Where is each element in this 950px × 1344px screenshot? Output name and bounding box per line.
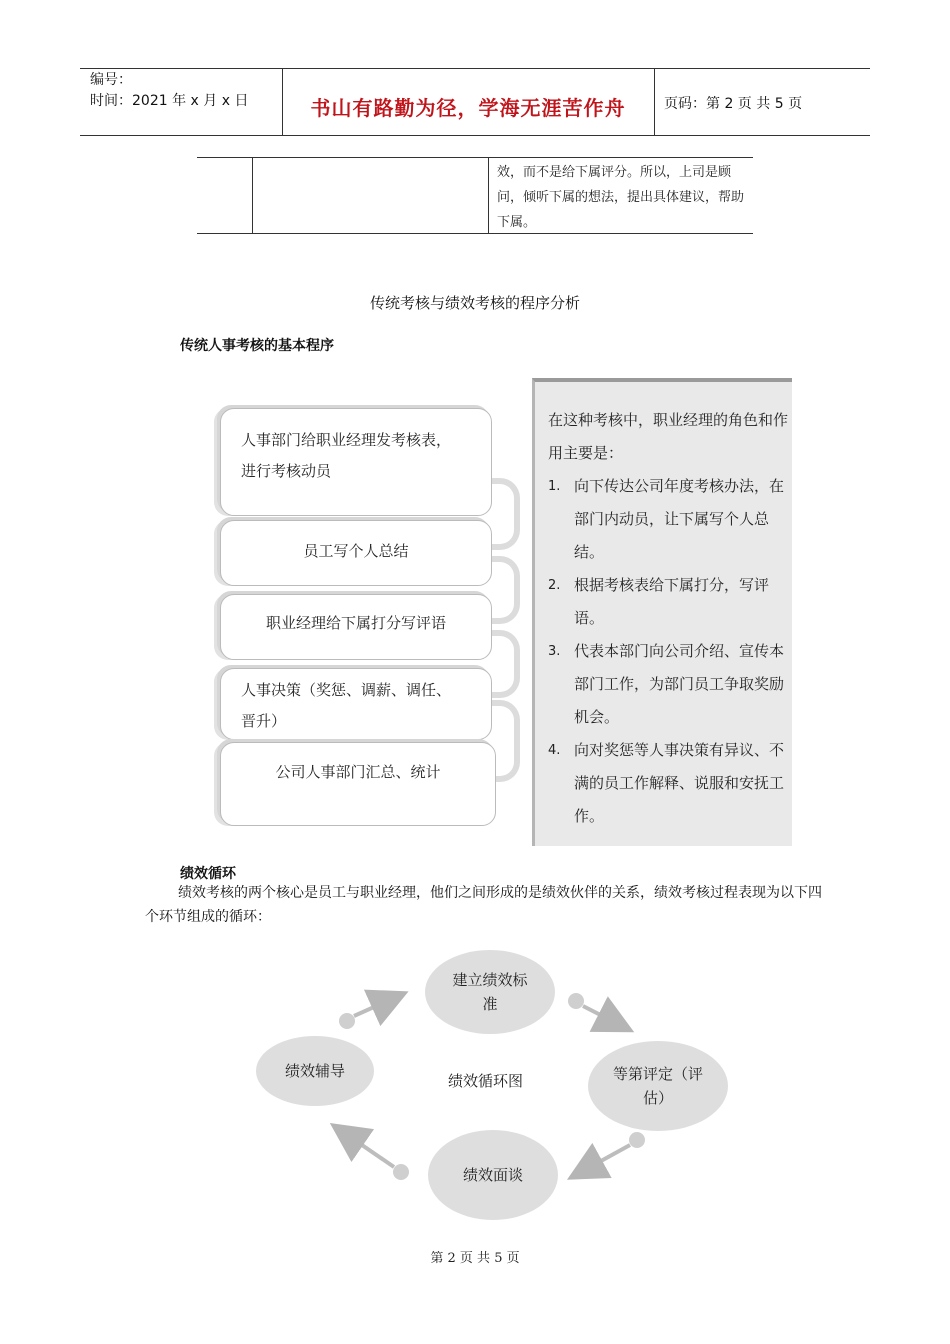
process-step-text: 员工写个人总结: [303, 542, 409, 560]
cycle-node-right: [588, 1041, 728, 1131]
cycle-node-top: [425, 950, 555, 1034]
cycle-center-label: 绩效循环图: [448, 1072, 524, 1090]
cycle-node-label: 等第评定（评估）: [612, 1065, 703, 1107]
number-label: 编号：: [90, 72, 132, 88]
arrow-right-bottom: [581, 1132, 645, 1172]
section-title: 传统考核与绩效考核的程序分析: [369, 294, 580, 312]
arrow-bottom-left: [343, 1132, 409, 1180]
cycle-paragraph-text: 绩效考核的两个核心是员工与职业经理，他们之间形成的是绩效伙伴的关系，绩效考核过程表现为以下四个环节组成的循环：: [145, 885, 822, 925]
role-item-text: 代表本部门向公司介绍、宣传本部门工作，为部门员工争取奖励机会。: [574, 642, 785, 726]
header-page-info: 页码：第 2 页 共 5 页: [664, 96, 803, 112]
arrow-top-right: [568, 993, 620, 1025]
role-item-number: 1.: [548, 479, 561, 494]
role-item-text: 根据考核表给下属打分，写评语。: [574, 576, 770, 627]
process-step-text: 职业经理给下属打分写评语: [265, 614, 446, 632]
role-item-number: 2.: [548, 578, 561, 593]
page-footer: 第 2 页 共 5 页: [430, 1251, 520, 1266]
process-step-text: 人事决策（奖惩、调薪、调任、: [241, 681, 452, 699]
cycle-heading: 绩效循环: [180, 866, 236, 882]
role-item-text: 向下传达公司年度考核办法，在部门内动员，让下属写个人总结。: [574, 477, 785, 561]
traditional-subtitle: 传统人事考核的基本程序: [180, 338, 334, 354]
arrow-left-top: [339, 998, 394, 1029]
cycle-node-label: 绩效辅导: [284, 1062, 345, 1080]
cycle-node-left: [256, 1036, 374, 1106]
role-item-text: 向对奖惩等人事决策有异议、不满的员工作解释、说服和安抚工作。: [574, 741, 785, 825]
role-item-number: 3.: [548, 644, 561, 659]
table-cell: 效，而不是给下属评分。所以，上司是顾问，倾听下属的想法，提出具体建议，帮助下属。: [497, 165, 745, 230]
cycle-node-label: 绩效面谈: [462, 1166, 523, 1184]
role-panel-intro: 在这种考核中，职业经理的角色和作用主要是：: [548, 411, 789, 462]
cycle-node-bottom: [428, 1130, 558, 1220]
process-step-text: 晋升）: [241, 712, 287, 730]
role-item-number: 4.: [548, 743, 561, 758]
header-motto: 书山有路勤为径，学海无涯苦作舟: [310, 96, 626, 120]
process-step-text: 公司人事部门汇总、统计: [275, 763, 441, 781]
process-step-text: 进行考核动员: [241, 462, 332, 480]
cycle-node-label: 建立绩效标准: [452, 971, 528, 1013]
time-label: 时间：2021 年 x 月 x 日: [90, 93, 249, 109]
process-step-text: 人事部门给职业经理发考核表，: [241, 431, 452, 449]
